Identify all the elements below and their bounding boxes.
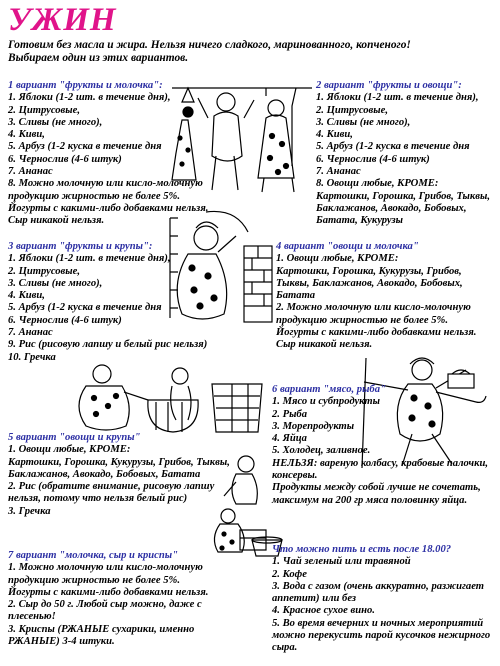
variant-5-line: 1. Овощи любые, КРОМЕ: [8, 444, 131, 456]
variant-3-line: 7. Ананас [8, 327, 53, 339]
page-title: УЖИН [8, 2, 117, 38]
variant-7 [8, 550, 263, 648]
variant-2-line: 3. Сливы (не много), [316, 116, 411, 128]
variant-7-line: продукцию жирностью не более 5%. [8, 574, 180, 586]
variant-3-line: 2. Цитрусовые, [8, 265, 80, 277]
variant-7-line: 3. Криспы (РЖАНЫЕ сухарики, именно [8, 623, 195, 635]
variant-5-line: Баклажанов, Авокадо, Бобовых, Батата [8, 468, 201, 480]
variant-4-line: Картошки, Горошка, Кукурузы, Грибов, [276, 265, 462, 277]
variant-4-line: продукцию жирностью не более 5%. [276, 314, 448, 326]
variant-7-line: плесенью! [8, 611, 56, 623]
variant-2-line: 7. Ананас [316, 166, 361, 178]
variant-3-line: 5. Арбуз (1-2 куска в течение дня [8, 302, 162, 314]
variant-3-heading: 3 вариант "фрукты и крупы": [8, 241, 153, 252]
variant-2-line: Баклажанов, Авокадо, Бобовых, [316, 202, 467, 214]
drinks-line: аппетит) или без [272, 593, 357, 605]
variant-1-heading: 1 вариант "фрукты и молочка": [8, 80, 163, 91]
drinks-line: 5. Во время вечерних и ночных мероприятий [272, 617, 484, 629]
variant-6-line: 5. Холодец, заливное. [272, 445, 371, 457]
variant-3-line: 10. Гречка [8, 351, 56, 363]
variant-3-line: 6. Чернослив (4-6 штук) [8, 314, 122, 326]
variant-3-line: 4. Киви, [8, 290, 45, 302]
variant-2-line: 4. Киви, [316, 129, 353, 141]
variant-1-line: Йогурты с какими-либо добавками нельзя. [8, 202, 209, 214]
drinks-section [272, 544, 498, 655]
variant-1-line: 4. Киви, [8, 129, 45, 141]
variant-2-heading: 2 вариант "фрукты и овощи": [316, 80, 462, 91]
variant-2-line: Батата, Кукурузы [316, 215, 403, 227]
variant-4-line: Батата [276, 290, 316, 302]
variant-1-line: Сыр никакой нельзя. [8, 215, 105, 227]
variant-3-line: 3. Сливы (не много), [8, 277, 103, 289]
variant-5-line: 3. Гречка [8, 505, 51, 517]
variant-6-line: 3. Морепродукты [272, 420, 355, 432]
drinks-line: сыра. [272, 642, 298, 654]
variant-6-line: НЕЛЬЗЯ: вареную колбасу, крабовые палочки, [272, 457, 489, 469]
drinks-line: 1. Чай зеленый или травяной [272, 556, 411, 568]
variant-6-heading: 6 вариант "мясо, рыба" [272, 384, 386, 395]
intro-line: Выбираем один из этих вариантов. [8, 52, 189, 64]
women-at-bathtubs-illustration [72, 362, 268, 434]
variant-1-line: 6. Чернослив (4-6 штук) [8, 153, 122, 165]
variant-4-line: 1. Овощи любые, КРОМЕ: [276, 253, 399, 265]
variant-4-heading: 4 вариант "овощи и молочка" [276, 241, 419, 252]
variant-2 [316, 80, 498, 228]
variant-1-line: 3. Сливы (не много), [8, 116, 103, 128]
drinks-line: 3. Вода с газом (очень аккуратно, разжигает [272, 580, 485, 592]
variant-6-line: 2. Рыба [272, 408, 307, 420]
drinks-line: можно перекусить парой кусочков нежирного [272, 630, 491, 642]
variant-5-line: 2. Рис (обратите внимание, рисовую лапшу [8, 481, 215, 493]
drinks-line: 2. Кофе [272, 568, 307, 580]
variant-6-line: консервы. [272, 470, 318, 482]
variant-5-line: нельзя, потому что нельзя белый рис) [8, 493, 188, 505]
variant-6-line: 4. Яйца [272, 433, 307, 445]
drinks-heading: Что можно пить и есть после 18.00? [272, 544, 452, 555]
variant-7-line: 2. Сыр до 50 г. Любой сыр можно, даже с [8, 599, 202, 611]
variant-1-line: 8. Можно молочную или кисло-молочную [8, 178, 203, 190]
variant-5-heading: 5 вариант "овощи и крупы" [8, 432, 141, 443]
variant-7-line: Йогурты с какими-либо добавками нельзя. [8, 586, 209, 598]
intro [8, 39, 494, 65]
variant-2-line: 8. Овощи любые, КРОМЕ: [316, 178, 439, 190]
woman-at-shower-illustration [166, 206, 276, 324]
variant-6-line: Продукты между собой лучше не сочетать, [272, 482, 481, 494]
variant-2-line: 6. Чернослив (4-6 штук) [316, 153, 430, 165]
intro-line: Готовим без масла и жира. Нельзя ничего сладкого, маринованного, копченого! [8, 39, 411, 51]
variant-4-line: Йогурты с какими-либо добавками нельзя. [276, 327, 477, 339]
variant-5 [8, 432, 238, 518]
variant-4-line: Тыквы, Баклажанов, Авокадо, Бобовых, [276, 277, 463, 289]
variant-1-line: 5. Арбуз (1-2 куска в течение дня [8, 141, 162, 153]
variant-4-line: 2. Можно молочную или кисло-молочную [276, 302, 471, 314]
variant-1-line: 1. Яблоки (1-2 шт. в течение дня), [8, 92, 171, 104]
variant-7-line: РЖАНЫЕ) 3-4 штуки. [8, 636, 115, 648]
variant-6-line: 1. Мясо и субпродукты [272, 396, 380, 408]
variant-4 [276, 241, 498, 352]
variant-7-line: 1. Можно молочную или кисло-молочную [8, 562, 203, 574]
variant-2-line: 2. Цитрусовые, [316, 104, 388, 116]
variant-2-line: 1. Яблоки (1-2 шт. в течение дня), [316, 92, 479, 104]
variant-6-line: максимум на 200 гр мяса половинку яйца. [272, 494, 468, 506]
variant-1-line: продукцию жирностью не более 5%. [8, 190, 180, 202]
variant-5-line: Картошки, Горошка, Кукурузы, Грибов, Тыквы, [8, 456, 230, 468]
women-trying-dresses-illustration [168, 78, 316, 194]
variant-2-line: Картошки, Горошка, Грибов, Тыквы, [316, 190, 490, 202]
variant-7-heading: 7 вариант "молочка, сыр и криспы" [8, 550, 178, 561]
variant-1-line: 7. Ананас [8, 166, 53, 178]
variant-3-line: 9. Рис (рисовую лапшу и белый рис нельзя) [8, 339, 208, 351]
variant-6 [272, 384, 498, 507]
variant-1-line: 2. Цитрусовые, [8, 104, 80, 116]
variant-2-line: 5. Арбуз (1-2 куска в течение дня [316, 141, 470, 153]
variant-4-line: Сыр никакой нельзя. [276, 339, 373, 351]
variant-3-line: 1. Яблоки (1-2 шт. в течение дня), [8, 253, 171, 265]
drinks-line: 4. Красное сухое вино. [272, 605, 375, 617]
